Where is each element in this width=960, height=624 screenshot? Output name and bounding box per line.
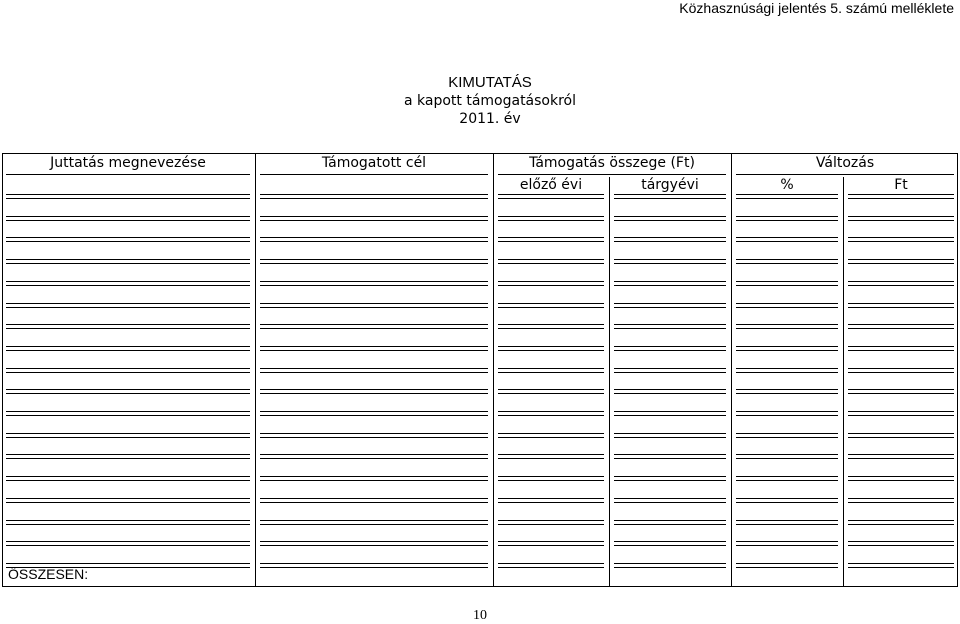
row-line <box>498 567 604 568</box>
title-line-2: a kapott támogatásokról <box>403 93 577 109</box>
row-line <box>260 411 488 412</box>
row-line <box>614 458 726 459</box>
row-line <box>6 346 250 347</box>
row-line <box>614 454 726 455</box>
row-line <box>498 520 604 521</box>
row-line <box>6 415 250 416</box>
row-line <box>260 498 488 499</box>
row-line <box>736 389 838 390</box>
column-divider <box>2 153 3 587</box>
row-line <box>6 411 250 412</box>
row-line <box>848 520 954 521</box>
row-line <box>614 502 726 503</box>
row-line <box>736 350 838 351</box>
row-line <box>736 415 838 416</box>
row-line <box>848 476 954 477</box>
row-line <box>848 480 954 481</box>
row-line <box>614 216 726 217</box>
title-line-3: 2011. év <box>459 111 521 127</box>
row-line <box>498 480 604 481</box>
row-line <box>6 476 250 477</box>
row-line <box>736 285 838 286</box>
row-line <box>736 545 838 546</box>
row-line <box>498 393 604 394</box>
row-line <box>736 433 838 434</box>
row-line <box>848 545 954 546</box>
header-underline <box>736 174 954 175</box>
row-line <box>260 476 488 477</box>
row-line <box>260 346 488 347</box>
row-line <box>498 433 604 434</box>
row-line <box>498 476 604 477</box>
row-line <box>260 220 488 221</box>
row-line <box>848 259 954 260</box>
row-line <box>614 498 726 499</box>
total-label: ÖSSZESEN: <box>8 566 89 582</box>
row-line <box>848 454 954 455</box>
row-line <box>614 368 726 369</box>
row-line <box>260 216 488 217</box>
row-line <box>614 393 726 394</box>
row-line <box>498 324 604 325</box>
row-line <box>848 415 954 416</box>
row-line <box>848 303 954 304</box>
row-line <box>614 285 726 286</box>
row-line <box>498 216 604 217</box>
row-line <box>614 563 726 564</box>
row-line <box>498 194 604 195</box>
row-line <box>6 545 250 546</box>
row-line <box>736 411 838 412</box>
row-line <box>848 220 954 221</box>
row-line <box>614 303 726 304</box>
row-line <box>260 433 488 434</box>
row-line <box>6 368 250 369</box>
row-line <box>848 263 954 264</box>
subcol-header-percent: % <box>780 177 794 193</box>
row-line <box>614 541 726 542</box>
row-line <box>614 480 726 481</box>
row-line <box>260 541 488 542</box>
row-line <box>260 372 488 373</box>
row-line <box>498 458 604 459</box>
row-line <box>6 563 250 564</box>
row-line <box>6 281 250 282</box>
row-line <box>498 263 604 264</box>
subcol-header-previous-year: előző évi <box>519 177 583 193</box>
row-line <box>848 198 954 199</box>
row-line <box>498 198 604 199</box>
row-line <box>848 281 954 282</box>
row-line <box>498 303 604 304</box>
row-line <box>736 368 838 369</box>
row-line <box>498 220 604 221</box>
row-line <box>848 563 954 564</box>
row-line <box>6 524 250 525</box>
row-line <box>848 328 954 329</box>
row-line <box>614 220 726 221</box>
row-line <box>848 411 954 412</box>
row-line <box>736 324 838 325</box>
row-line <box>614 241 726 242</box>
header-underline <box>6 174 250 175</box>
row-line <box>736 241 838 242</box>
row-line <box>260 324 488 325</box>
row-line <box>736 237 838 238</box>
row-line <box>614 281 726 282</box>
row-line <box>498 411 604 412</box>
header-underline <box>498 174 726 175</box>
row-line <box>848 389 954 390</box>
row-line <box>848 498 954 499</box>
column-divider <box>843 177 844 587</box>
row-line <box>498 415 604 416</box>
row-line <box>614 545 726 546</box>
row-line <box>6 198 250 199</box>
row-line <box>848 437 954 438</box>
row-line <box>614 524 726 525</box>
row-line <box>736 303 838 304</box>
row-line <box>498 237 604 238</box>
row-line <box>498 563 604 564</box>
row-line <box>848 502 954 503</box>
row-line <box>6 216 250 217</box>
col-header-supported-goal: Támogatott cél <box>321 155 427 171</box>
row-line <box>736 476 838 477</box>
row-line <box>6 328 250 329</box>
row-line <box>260 241 488 242</box>
row-line <box>260 393 488 394</box>
row-line <box>6 393 250 394</box>
row-line <box>260 545 488 546</box>
row-line <box>6 350 250 351</box>
row-line <box>614 198 726 199</box>
row-line <box>260 415 488 416</box>
row-line <box>498 437 604 438</box>
row-line <box>6 437 250 438</box>
row-line <box>736 437 838 438</box>
row-line <box>260 259 488 260</box>
subcol-header-ft: Ft <box>894 177 908 193</box>
row-line <box>848 216 954 217</box>
row-line <box>260 389 488 390</box>
row-line <box>614 324 726 325</box>
column-divider <box>957 153 958 587</box>
subcol-header-current-year: tárgyévi <box>641 177 699 193</box>
row-line <box>260 524 488 525</box>
row-line <box>614 411 726 412</box>
row-line <box>848 324 954 325</box>
row-line <box>6 458 250 459</box>
row-line <box>260 454 488 455</box>
row-line <box>736 502 838 503</box>
row-line <box>498 259 604 260</box>
row-line <box>260 368 488 369</box>
row-line <box>498 545 604 546</box>
column-divider <box>493 153 494 587</box>
row-line <box>6 307 250 308</box>
row-line <box>6 263 250 264</box>
row-line <box>6 480 250 481</box>
row-line <box>6 303 250 304</box>
row-line <box>736 346 838 347</box>
row-line <box>736 454 838 455</box>
row-line <box>614 437 726 438</box>
row-line <box>260 520 488 521</box>
row-line <box>736 393 838 394</box>
row-line <box>848 237 954 238</box>
row-line <box>848 372 954 373</box>
row-line <box>736 281 838 282</box>
row-line <box>614 328 726 329</box>
row-line <box>848 346 954 347</box>
row-line <box>260 307 488 308</box>
row-line <box>260 480 488 481</box>
row-line <box>260 303 488 304</box>
row-line <box>6 433 250 434</box>
row-line <box>498 350 604 351</box>
row-line <box>848 433 954 434</box>
column-divider <box>255 153 256 587</box>
row-line <box>6 541 250 542</box>
row-line <box>6 259 250 260</box>
row-line <box>498 368 604 369</box>
row-line <box>6 502 250 503</box>
row-line <box>736 541 838 542</box>
table-top-border <box>2 153 958 154</box>
row-line <box>260 350 488 351</box>
row-line <box>6 237 250 238</box>
row-line <box>736 198 838 199</box>
row-line <box>848 368 954 369</box>
row-line <box>498 372 604 373</box>
row-line <box>6 454 250 455</box>
row-line <box>260 237 488 238</box>
row-line <box>736 524 838 525</box>
row-line <box>736 458 838 459</box>
row-line <box>498 307 604 308</box>
row-line <box>260 285 488 286</box>
row-line <box>260 194 488 195</box>
row-line <box>6 389 250 390</box>
row-line <box>848 350 954 351</box>
row-line <box>6 220 250 221</box>
row-line <box>736 194 838 195</box>
row-line <box>736 220 838 221</box>
row-line <box>736 328 838 329</box>
row-line <box>736 216 838 217</box>
row-line <box>260 263 488 264</box>
row-line <box>6 285 250 286</box>
row-line <box>498 498 604 499</box>
row-line <box>848 241 954 242</box>
col-header-change: Változás <box>815 155 875 171</box>
row-line <box>614 350 726 351</box>
row-line <box>736 563 838 564</box>
row-line <box>614 194 726 195</box>
row-line <box>6 498 250 499</box>
row-line <box>260 281 488 282</box>
row-line <box>736 480 838 481</box>
row-line <box>848 567 954 568</box>
row-line <box>736 263 838 264</box>
row-line <box>6 194 250 195</box>
row-line <box>614 263 726 264</box>
row-line <box>498 454 604 455</box>
document-title <box>370 74 610 128</box>
row-line <box>498 389 604 390</box>
row-line <box>848 194 954 195</box>
column-divider <box>609 177 610 587</box>
row-line <box>6 520 250 521</box>
row-line <box>498 281 604 282</box>
header-underline <box>260 174 488 175</box>
row-line <box>736 372 838 373</box>
row-line <box>260 502 488 503</box>
row-line <box>614 307 726 308</box>
row-line <box>848 393 954 394</box>
row-line <box>498 502 604 503</box>
table-bottom-border <box>2 586 958 587</box>
row-line <box>260 458 488 459</box>
row-line <box>736 498 838 499</box>
row-line <box>736 567 838 568</box>
row-line <box>736 307 838 308</box>
row-line <box>848 524 954 525</box>
column-divider <box>731 153 732 587</box>
row-line <box>498 346 604 347</box>
col-header-benefit-name: Juttatás megnevezése <box>50 155 206 171</box>
row-line <box>6 324 250 325</box>
row-line <box>848 307 954 308</box>
row-line <box>498 524 604 525</box>
row-line <box>614 372 726 373</box>
row-line <box>614 237 726 238</box>
row-line <box>848 541 954 542</box>
row-line <box>260 563 488 564</box>
row-line <box>736 259 838 260</box>
col-header-support-amount: Támogatás összege (Ft) <box>529 155 695 171</box>
row-line <box>614 415 726 416</box>
row-line <box>498 541 604 542</box>
title-line-1: KIMUTATÁS <box>448 74 532 91</box>
row-line <box>614 389 726 390</box>
row-line <box>6 372 250 373</box>
row-line <box>614 567 726 568</box>
row-line <box>498 328 604 329</box>
row-line <box>614 433 726 434</box>
row-line <box>498 241 604 242</box>
row-line <box>260 198 488 199</box>
row-line <box>614 520 726 521</box>
row-line <box>848 285 954 286</box>
row-line <box>614 259 726 260</box>
row-line <box>614 476 726 477</box>
row-line <box>260 437 488 438</box>
row-line <box>498 285 604 286</box>
row-line <box>260 567 488 568</box>
row-line <box>6 241 250 242</box>
row-line <box>614 346 726 347</box>
row-line <box>736 520 838 521</box>
row-line <box>260 328 488 329</box>
attachment-note: Közhasznúsági jelentés 5. számú melléklete <box>679 0 954 16</box>
row-line <box>848 458 954 459</box>
page-number: 10 <box>473 608 487 623</box>
